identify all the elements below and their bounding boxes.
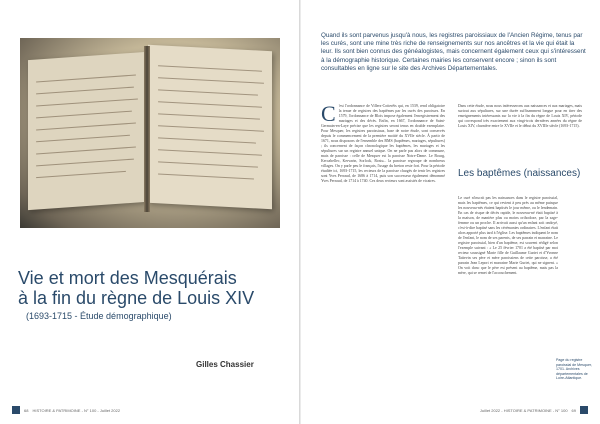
photo-caption: Page du registre paroissial de Mesquer, 1701. Archives départementales de Loire-Atlantique. (556, 358, 592, 381)
parish-register-photo (20, 38, 280, 228)
page-marker-icon (12, 406, 20, 414)
register-spine (144, 46, 150, 212)
article-title (18, 268, 288, 308)
left-page (0, 0, 299, 424)
article-intro: Quand ils sont parvenus jusqu'à nous, les registres paroissiaux de l'Ancien Régime, tenus par les curés, sont une mine très riche de renseignements sur nos ancêtres et la vie qui était la leur. Ils sont bien connus des généalogistes, mais concernent également ceux qui s'intéressent à la démographie historique. Certaines mairies les conservent encore ; sinon ils sont consultables en ligne sur le site des Archives Départementales. (321, 32, 586, 72)
column-1-text: 'est l'ordonnance de Villers-Cotterêts qui, en 1539, rend obligatoire la tenue de registres des baptêmes par les curés des paroisses. En 1579, l'ordonnance de Blois impose également l'enregistrement des mariages et des décès. Enfin, en 1667, l'ordonnance de Saint-Germain-en-Laye précise que les registres seront tenus en double exemplaire. Pour Mesquer, les registres paroissiaux, base de notre étude, sont conservés depuis le commencement de la première moitié du XVIIe siècle. À partir de 1671, nous disposons de l'ensemble des BMS (baptêmes, mariages, sépultures) ; ils concernent de façon chronologique les baptêmes, les mariages et les sépultures sur un registre annuel unique. On ne parle pas alors de commune, mais de paroisse : celle de Mesquer est la paroisse Notre-Dame. Le Bourg, Kercabellec, Kervarin, Sorlock, Rostu... la paroisse regroupe de nombreux villages. On y parle peu le français, l'usage du breton reste fort. Pour la période étudiée ici, 1693-1715, les recteurs de la paroisse chargés de tenir les registres sont Yves Perraud, de 1686 à 1714, puis son successeur également dénommé Yves Perraud, de 1714 à 1740. Ces deux recteurs sont assistés de vicaires. (321, 104, 445, 183)
article-subtitle: (1693-1715 - Étude démographique) (26, 311, 172, 321)
body-column-1 (321, 101, 445, 394)
right-footer-text: Juillet 2022 - HISTOIRE & PATRIMOINE - N° 100 (479, 407, 568, 413)
right-page (301, 0, 600, 424)
body-column-2-bottom (458, 196, 558, 396)
right-footer (480, 405, 588, 415)
section-heading: Les baptêmes (naissances) (458, 168, 581, 179)
author-name: Gilles Chassier (196, 360, 254, 369)
page-marker-icon (580, 406, 588, 414)
left-footer-text: HISTOIRE & PATRIMOINE - N° 100 - Juillet 2022 (32, 407, 121, 413)
drop-cap: C (321, 101, 336, 126)
left-page-number: 68 (24, 407, 29, 413)
title-line-2: à la fin du règne de Louis XIV (18, 288, 255, 308)
title-line-1: Vie et mort des Mesquérais (18, 268, 237, 288)
body-column-2-top (458, 104, 582, 166)
left-footer (12, 405, 120, 415)
column-2b-text: Le curé n'inscrit pas les naissances dans le registre paroissial, mais les baptêmes, ce qui revient à peu près au même puisque les nouveau-nés étaient baptisés le jour même, ou le lendemain. En cas de risque de décès rapide, le nouveau-né était baptisé à la maison, de manière plus ou moins orthodoxe, par la sage-femme ou un proche. Il arrivait aussi qu'un enfant soit ondoyé, c'est-à-dire baptisé sans les cérémonies ordinaires. L'enfant était alors apporté plus tard à l'église. Les baptêmes indiquent le nom de l'enfant, le nom de ses parents, de ses parrain et marraine. Le registre paroissial, bien d'un baptême, est souvent rédigé selon l'exemple suivant : « Le 25 février 1701 a été baptisé par moi recteur soussigné Marie fille de Guillaume Guriet et d'Yvonne Tattevin ses père et mère paroissiens de cette paroisse, a été parrain Jean Leport et marraine Marie Guriet, qui ne signent. » On voit donc que le père est présent au baptême, mais pas la mère, qui se remet de l'accouchement. (458, 196, 558, 275)
right-page-number: 69 (571, 407, 576, 413)
column-2-text: Dans cette étude, nous nous intéresserons aux naissances et aux mariages, mais surtout aux sépultures, sur une durée suffisamment longue pour en tirer des enseignements intéressants sur la vie à la fin du règne de Louis XIV, période qui correspond très exactement aux vingt-trois dernières années du règne de Louis XIV, charnière entre le XVIIe et le début du XVIIIe siècle (1693-1715). (458, 104, 582, 128)
